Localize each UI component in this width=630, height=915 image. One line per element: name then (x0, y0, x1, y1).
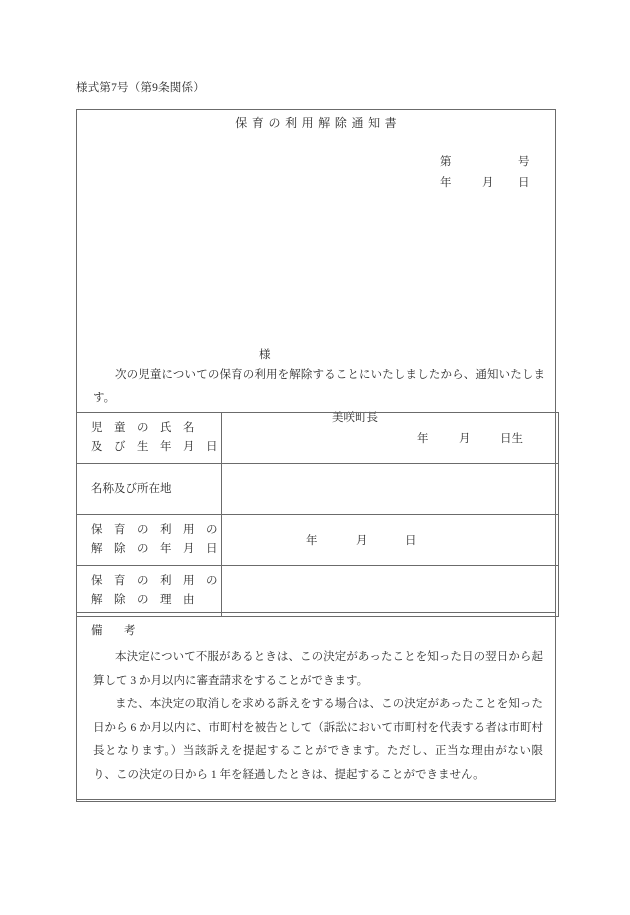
addressee-honorific: 様 (259, 349, 271, 361)
label-text (77, 521, 221, 559)
row-label-cancellation-reason (77, 566, 222, 617)
table-row (77, 413, 559, 464)
cancellation-year-label: 年 (306, 535, 318, 547)
issuer-name: 美咲町長 (332, 412, 378, 424)
remarks-label: 備 考 (91, 625, 141, 637)
document-title: 保育の利用解除通知書 (235, 116, 402, 130)
birth-month-label: 月 (459, 433, 471, 445)
remarks-paragraph-1: 本決定について不服があるときは、この決定があったことを知った日の翌日から起算して 3 か月以内に審査請求をすることができます。 (93, 651, 543, 687)
remarks-body (93, 646, 543, 787)
row-label-cancellation-date (77, 515, 222, 566)
label-line-1: 児 童 の 氏 名 (91, 422, 195, 434)
reference-year-label: 年 (440, 177, 452, 189)
row-value-facility-name-address[interactable] (222, 464, 559, 515)
row-value-child-name-birthdate[interactable] (222, 413, 559, 464)
table-row (77, 464, 559, 515)
document-frame (76, 109, 556, 800)
reference-block (440, 152, 530, 194)
label-line-2: 解 除 の 理 由 (91, 594, 195, 606)
cancellation-date-fields (222, 515, 558, 565)
label-text (77, 419, 221, 457)
row-value-cancellation-reason[interactable] (222, 566, 559, 617)
cancellation-day-label: 日 (405, 535, 417, 547)
birthdate-fields (222, 413, 558, 463)
birth-day-label: 日生 (500, 433, 523, 445)
label-line-1: 名称及び所在地 (91, 482, 172, 495)
reference-number-prefix: 第 (440, 156, 452, 168)
label-text (77, 480, 221, 499)
row-label-facility-name-address (77, 464, 222, 515)
table-row (77, 515, 559, 566)
detail-table (76, 412, 559, 617)
row-value-cancellation-date[interactable] (222, 515, 559, 566)
label-line-1: 保 育 の 利 用 の (91, 524, 218, 536)
reference-month-label: 月 (482, 177, 494, 189)
row-label-child-name-birthdate (77, 413, 222, 464)
reference-date-row: 年 月 日 (440, 173, 518, 194)
label-text (77, 572, 221, 610)
remarks-section (76, 612, 556, 802)
table-row (77, 566, 559, 617)
cancellation-month-label: 月 (356, 535, 368, 547)
label-line-1: 保 育 の 利 用 の (91, 575, 218, 587)
lead-paragraph: 次の児童についての保育の利用を解除することにいたしましたから、通知いたします。 (93, 369, 545, 404)
birth-year-label: 年 (417, 433, 429, 445)
label-line-2: 及 び 生 年 月 日 (91, 441, 218, 453)
form-number: 様式第7号（第9条関係） (76, 82, 205, 94)
reference-number-row: 第 号 (440, 152, 518, 173)
remarks-paragraph-2: また、本決定の取消しを求める訴えをする場合は、この決定があったことを知った日から 6 か月以内に、市町村を被告として（訴訟において市町村を代表する者は市町村長となります。）当該訴えを提起することができます。ただし、正当な理由がない限り、この決定の日から 1 年を経過したときは、提起することができません。 (93, 698, 543, 781)
label-line-2: 解 除 の 年 月 日 (91, 543, 218, 555)
